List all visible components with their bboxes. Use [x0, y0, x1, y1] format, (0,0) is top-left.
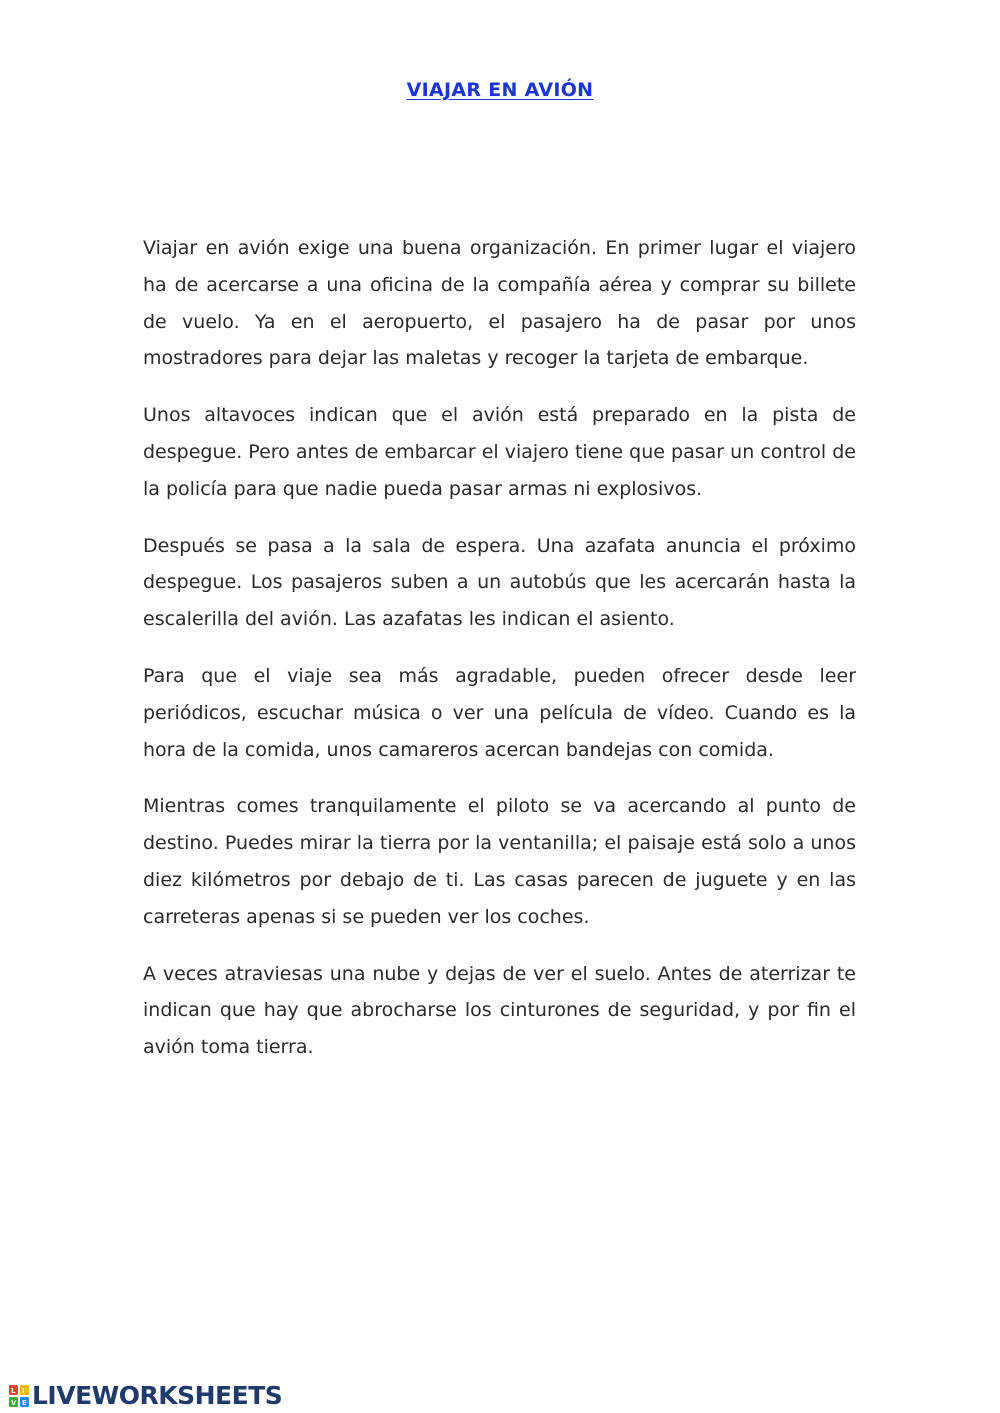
document-title[interactable]: VIAJAR EN AVIÓN — [406, 79, 594, 101]
paragraph-6: A veces atraviesas una nube y dejas de ver el suelo. Antes de aterrizar te indican que hay que abrocharse los cinturones de seguridad, y por fin el avión toma tierra. — [143, 962, 856, 1059]
liveworksheets-logo-text: LIVEWORKSHEETS — [32, 1381, 283, 1410]
paragraph-4: Para que el viaje sea más agradable, pueden ofrecer desde leer periódicos, escuchar música o ver una película de vídeo. Cuando es la hora de la comida, unos camareros acercan bandejas con comida. — [143, 664, 856, 761]
paragraph-5: Mientras comes tranquilamente el piloto se va acercando al punto de destino. Puedes mirar la tierra por la ventanilla; el paisaje está solo a unos diez kilómetros por debajo de ti. Las casas parecen de juguete y en las carreteras apenas si se pueden ver los coches. — [143, 795, 856, 928]
paragraph-2: Unos altavoces indican que el avión está preparado en la pista de despegue. Pero antes de embarcar el viajero tiene que pasar un control de la policía para que nadie pueda pasar armas ni explosivos. — [143, 404, 856, 500]
paragraph-1: Viajar en avión exige una buena organización. En primer lugar el viajero ha de acercarse a una oficina de la compañía aérea y comprar su billete de vuelo. Ya en el aeropuerto, el pasajero ha de pasar por unos mostradores para dejar las maletas y recoger la tarjeta de embarque. — [143, 237, 856, 370]
paragraph-3: Después se pasa a la sala de espera. Una azafata anuncia el próximo despegue. Los pasajeros suben a un autobús que les acercarán hasta la escalerilla del avión. Las azafatas les indican el asiento. — [143, 534, 856, 631]
svg-text:L: L — [11, 1387, 16, 1395]
svg-text:V: V — [11, 1399, 17, 1407]
liveworksheets-logo-icon — [8, 1384, 30, 1408]
footer-brand — [8, 1382, 282, 1410]
document-body — [143, 230, 856, 1086]
svg-text:E: E — [22, 1399, 27, 1407]
svg-text:I: I — [22, 1387, 25, 1395]
